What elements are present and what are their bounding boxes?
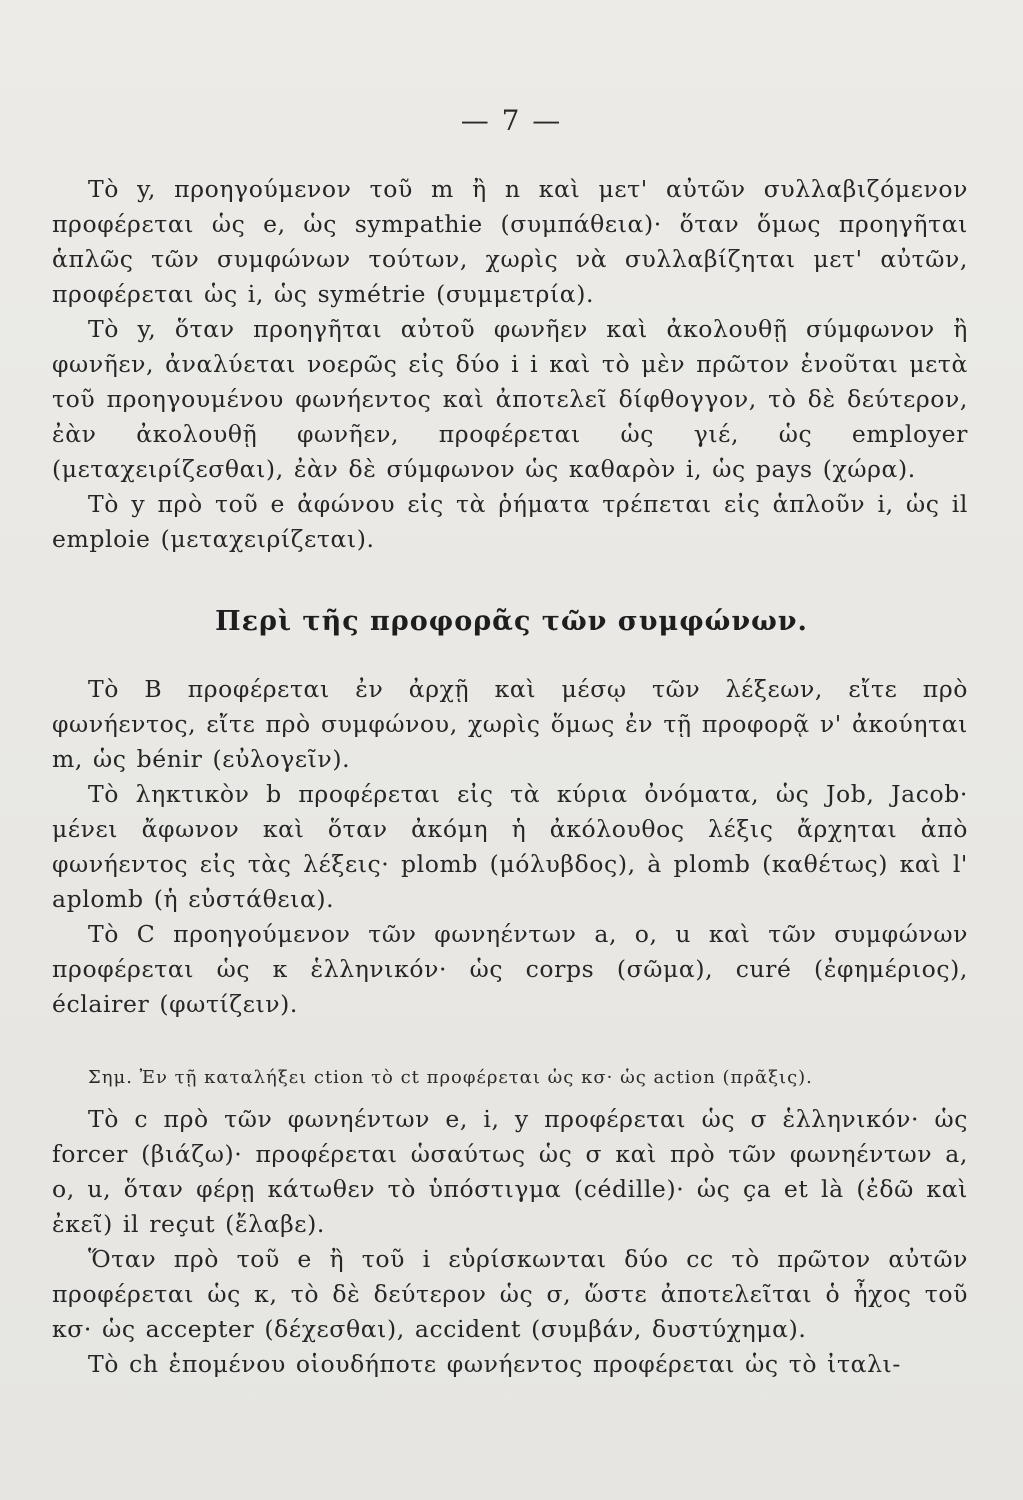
paragraph: Ὅταν πρὸ τοῦ e ἢ τοῦ i εὑρίσκωνται δύο cc τὸ πρῶτον αὐτῶν προφέρεται ὡς κ, τὸ δὲ δεύτερον ὡς σ, ὥστε ἀποτελεῖται ὁ ἦχος τοῦ κσ· ὡς accepter (δέχεσθαι), accident (συμβάν, δυστύχημα). [52,1245,968,1343]
page-number: — 7 — [460,104,563,137]
text-section-vowel-y [52,172,968,557]
paragraph: Τὸ C προηγούμενον τῶν φωνηέντων a, o, u καὶ τῶν συμφώνων προφέρεται ὡς κ ἑλληνικόν· ὡς corps (σῶμα), curé (ἐφημέριος), éclairer (φωτίζειν). [52,920,968,1018]
paragraph: Τὸ ληκτικὸν b προφέρεται εἰς τὰ κύρια ὀνόματα, ὡς Job, Jacob· μένει ἄφωνον καὶ ὅταν ἀκόμη ἡ ἀκόλουθος λέξις ἄρχηται ἀπὸ φωνήεντος εἰς τὰς λέξεις· plomb (μόλυβδος), à plomb (καθέτως) καὶ l' aplomb (ἡ εὐστάθεια). [52,780,968,913]
paragraph: Τὸ y, ὅταν προηγῆται αὐτοῦ φωνῆεν καὶ ἀκολουθῇ σύμφωνον ἢ φωνῆεν, ἀναλύεται νοερῶς εἰς δύο i i καὶ τὸ μὲν πρῶτον ἑνοῦται μετὰ τοῦ προηγουμένου φωνήεντος καὶ ἀποτελεῖ δίφθογγον, τὸ δὲ δεύτερον, ἐὰν ἀκολουθῇ φωνῆεν, προφέρεται ὡς γιέ, ὡς employer (μεταχειρίζεσθαι), ἐὰν δὲ σύμφωνον ὡς καθαρὸν i, ὡς pays (χώρα). [52,315,968,483]
text-section-consonant-c [52,1102,968,1382]
paragraph: Τὸ B προφέρεται ἐν ἀρχῇ καὶ μέσῳ τῶν λέξεων, εἴτε πρὸ φωνήεντος, εἴτε πρὸ συμφώνου, χωρὶς ὅμως ἐν τῇ προφορᾷ ν' ἀκούηται m, ὡς bénir (εὐλογεῖν). [52,675,968,773]
section-heading: Περὶ τῆς προφορᾶς τῶν συμφώνων. [215,606,808,637]
paragraph: Τὸ ch ἑπομένου οἱουδήποτε φωνήεντος προφέρεται ὡς τὸ ἰταλι- [88,1350,901,1378]
footnote: Σημ. Ἐν τῇ καταλήξει ction τὸ ct προφέρεται ὡς κσ· ὡς action (πρᾶξις). [88,1067,813,1088]
paragraph: Τὸ c πρὸ τῶν φωνηέντων e, i, y προφέρεται ὡς σ ἑλληνικόν· ὡς forcer (βιάζω)· προφέρεται ὡσαύτως ὡς σ καὶ πρὸ τῶν φωνηέντων a, o, u, ὅταν φέρῃ κάτωθεν τὸ ὑπόστιγμα (cédille)· ὡς ça et là (ἐδῶ καὶ ἐκεῖ) il reçut (ἔλαβε). [52,1105,968,1238]
paragraph: Τὸ y πρὸ τοῦ e ἀφώνου εἰς τὰ ῥήματα τρέπεται εἰς ἁπλοῦν i, ὡς il emploie (μεταχειρίζεται). [52,490,968,553]
text-section-consonants [52,672,968,1022]
paragraph: Τὸ y, προηγούμενον τοῦ m ἢ n καὶ μετ' αὐτῶν συλλαβιζόμενον προφέρεται ὡς e, ὡς sympathie (συμπάθεια)· ὅταν ὅμως προηγῆται ἁπλῶς τῶν συμφώνων τούτων, χωρὶς νὰ συλλαβίζηται μετ' αὐτῶν, προφέρεται ὡς i, ὡς symétrie (συμμετρία). [52,175,968,308]
